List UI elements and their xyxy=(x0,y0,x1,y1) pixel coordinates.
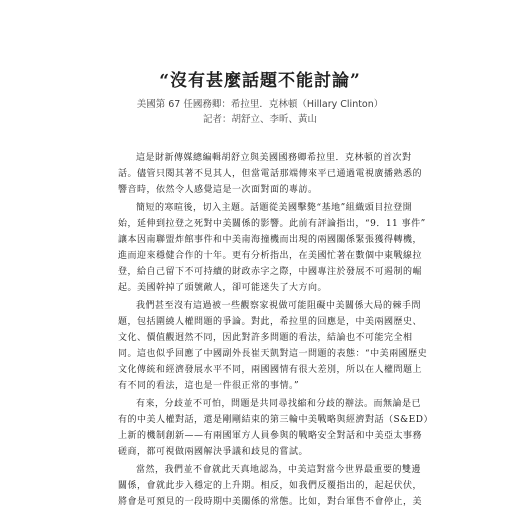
paragraph-line: 有不同的看法，這也是一件很正常的事情。” xyxy=(118,381,300,391)
paragraph-line: 有來，分歧並不可怕，問題是共同尋找縮和分歧的辦法。而無論是已 xyxy=(136,399,422,409)
article-title: “沒有甚麼話題不能討論” xyxy=(159,71,361,91)
paragraph-line: 響音時，依然令人感覺這是一次面對面的專訪。 xyxy=(118,185,318,195)
paragraph-line: 這是財新傳媒總編輯胡舒立與美國國務卿希拉里．克林頓的首次對 xyxy=(136,153,412,163)
article-body xyxy=(118,150,433,510)
interviewee-line: 美國第 67 任國務卿：希拉里．克林頓（Hillary Clinton） xyxy=(136,99,384,110)
paragraph-line: 關係，會就此步入穩定的上升期。相反，如我們反覆指出的，起起伏伏， xyxy=(118,481,423,491)
paragraph-line: 將會是可預見的一段時期中美關係的常態。比如，對台軍售不會停止，美 xyxy=(118,497,423,507)
paragraph-line: 文化傳統和經濟發展水平不同，兩國國情有很大差別，所以在人權問題上 xyxy=(118,365,423,375)
paragraph-line: 磋商，都可視做兩國解決爭議和歧見的嘗試。 xyxy=(118,447,309,457)
paragraph-line: 我們甚至沒有這過被一些觀察家視做可能阻礙中美關係大局的棘手問 xyxy=(136,301,422,311)
paragraph-line: 登，給自己留下不可持續的財政赤字之際，中國專注於發展不可遏制的崛 xyxy=(118,267,423,277)
paragraph-line: 當然，我們並不會就此天真地認為，中美這對當今世界最重要的雙邊 xyxy=(136,465,422,475)
paragraph-line: 簡短的寒暄後，切入主題。話題從美國擊斃“基地”組織頭目拉登開 xyxy=(136,203,413,213)
paragraph-line: 上新的機制創新——有兩國軍方人員參與的戰略安全對話和中美亞太事務 xyxy=(118,431,423,441)
paragraph-line: 同。這也似乎回應了中國副外長崔天凱對這一問題的表態：“中美兩國歷史 xyxy=(118,349,428,359)
paragraph-line: 有的中美人權對話，還是剛剛結束的第三輪中美戰略與經濟對話（S&ED） xyxy=(118,415,433,425)
paragraph-line: 話。儘管只閱其著不見其人，但當電話那端傳來平已通過電視廣播熟悉的 xyxy=(118,169,423,179)
paragraph-line: 文化、價值觀迥然不同，因此對許多問題的看法，結論也不可能完全相 xyxy=(118,333,413,343)
paragraph-line: 進而迎來穩健合作的十年。更有分析指出，在美國忙著在數個中東戰線拉 xyxy=(118,251,423,261)
paragraph-line: 題，包括圍繞人權問題的爭論。對此，希拉里的回應是，中美兩國歷史、 xyxy=(118,317,423,327)
paragraph-line: 讓本因南聯盟炸館事件和中美南海撞機而出現的兩國關係緊張獲得轉機， xyxy=(118,235,423,245)
reporters-line: 記者：胡舒立、李昕、黃山 xyxy=(202,114,317,125)
paragraph-line: 起。美國幹掉了頭號敵人，卻可能迷失了大方向。 xyxy=(118,283,328,293)
paragraph-line: 始，延伸到拉登之死對中美關係的影響。此前有評論指出，“9．11 事件” xyxy=(118,219,426,229)
